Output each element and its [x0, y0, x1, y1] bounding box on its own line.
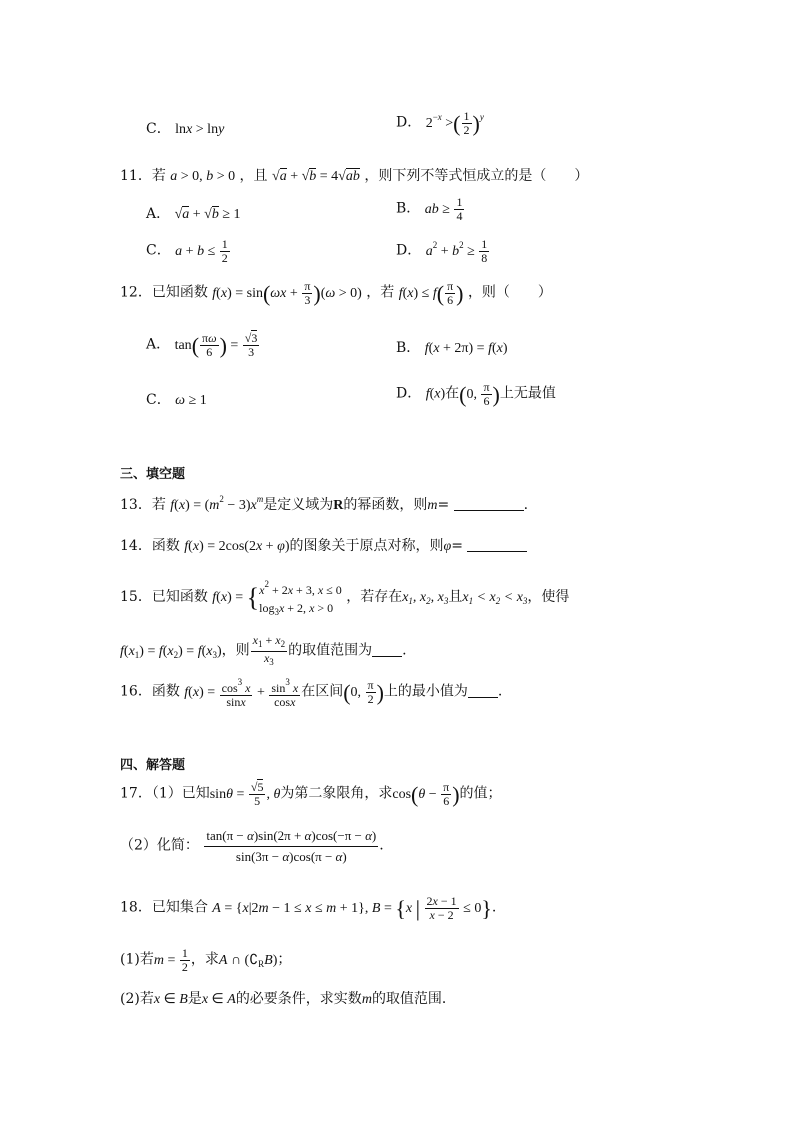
- question-text: (1)若: [120, 951, 154, 968]
- option-label: D．: [396, 385, 422, 402]
- math-equation: $f(x_1) = f(x_2) = f(x_3)$: [120, 643, 222, 660]
- option-label: D．: [396, 242, 422, 259]
- q10-option-c: [146, 118, 224, 138]
- section-title-solutions: 四、解答题: [120, 758, 186, 773]
- q17-part1: [120, 781, 502, 808]
- q14-stem: [120, 535, 527, 555]
- q11-stem: [120, 165, 588, 185]
- question-text: ，求: [190, 951, 219, 968]
- option-text: 在: [445, 385, 460, 402]
- period: .: [379, 837, 384, 854]
- math-function: f(x) = sin(ωx + $\frac{\pi}{3}$ )(ω > 0): [212, 279, 362, 307]
- math-variables: $x_1$, $x_2$, $x_3$: [402, 590, 449, 607]
- question-text: 且: [448, 589, 463, 606]
- variable-phi: φ: [443, 539, 452, 554]
- q17-part2: [120, 826, 384, 867]
- question-number: 12．已知函数: [120, 284, 208, 301]
- option-label: C．: [146, 392, 171, 408]
- option-label: A．: [146, 336, 171, 353]
- math-function: $f(x) = (m^2 - 3)x^m$: [170, 494, 264, 513]
- period: .: [523, 497, 529, 513]
- q11-option-b: [396, 196, 465, 223]
- q18-part1: [120, 947, 291, 974]
- option-label: C．: [146, 242, 171, 259]
- q11-option-a: [146, 203, 241, 223]
- q10-option-d: [396, 110, 484, 137]
- question-text: 的图象关于原点对称，则: [289, 538, 444, 554]
- question-number: 11．若: [120, 168, 166, 184]
- answer-blank[interactable]: [467, 551, 527, 552]
- variable-m: m: [361, 992, 372, 1007]
- question-number: 17．（1）已知: [120, 785, 210, 802]
- math-fraction: $\frac{\tan(\pi - \alpha)\sin(2\pi + \alpha)\cos(-\pi - \alpha)}{\sin(3\pi - \alpha)\cos(\pi - \alpha)}$: [206, 828, 377, 864]
- option-label: B．: [396, 340, 421, 356]
- math-expression: cos(θ − $\frac{\pi}{6}$ ): [392, 780, 460, 808]
- q11-option-c: [146, 238, 231, 265]
- option-text: 上无最值: [499, 385, 556, 402]
- question-text: ，则（ ）: [467, 284, 552, 301]
- question-text: ；: [277, 951, 292, 968]
- option-label: B．: [396, 200, 421, 217]
- math-expression: $2^{-x}$ >( $\frac{1}{2}$ )$^y$: [425, 109, 484, 137]
- math-expression: lnx > lny: [175, 122, 225, 137]
- math-expression: $a^2 + b^2$ ≥ $\frac{1}{8}$: [425, 237, 488, 265]
- q12-option-d: [396, 381, 556, 408]
- period: .: [497, 683, 503, 700]
- section-title-fill-in: 三、填空题: [120, 467, 186, 482]
- math-piecewise-function: f(x) = { $x^2 + 2x + 3$, x ≤ 0 $\log_3x + 2$, x > 0: [212, 579, 342, 617]
- question-number: 18．已知集合: [120, 899, 208, 916]
- question-text: ，则下列不等式恒成立的是（ ）: [364, 168, 589, 184]
- question-number: 16．函数: [120, 683, 180, 700]
- math-condition: m = $\frac{1}{2}$: [153, 946, 188, 974]
- question-text: ，则: [221, 642, 250, 659]
- question-text: ，若存在: [346, 589, 403, 606]
- math-expression: f(x): [425, 386, 446, 402]
- question-text: ，且: [239, 168, 268, 184]
- question-text: 是: [187, 991, 202, 1007]
- answer-blank[interactable]: [468, 697, 498, 698]
- math-condition: x ∈ A: [201, 992, 236, 1007]
- question-text: (2)若: [120, 991, 154, 1007]
- question-text: 的取值范围为: [288, 642, 373, 659]
- math-inequality: $x_1 < x_2 < x_3$: [462, 590, 528, 607]
- q12-option-b: [396, 337, 508, 357]
- question-number: 14．函数: [120, 538, 180, 554]
- question-text: （2）化简：: [120, 837, 199, 854]
- option-label: A．: [146, 206, 171, 222]
- q12-option-c: [146, 389, 207, 409]
- question-text: 是定义域为: [263, 497, 334, 513]
- question-text: 的取值范围．: [371, 991, 456, 1007]
- question-text: ，若: [366, 284, 395, 301]
- q15-line2: [120, 634, 407, 669]
- q18-part2: [120, 988, 456, 1008]
- math-condition: f(x) ≤ f( $\frac{\pi}{6}$ ): [398, 279, 464, 307]
- option-label: D．: [396, 114, 422, 131]
- math-fraction: $\frac{x_1 + x_2}{x_3}$: [252, 633, 286, 667]
- question-number: 13．若: [120, 497, 166, 513]
- q15-stem: [120, 575, 569, 621]
- q16-stem: [120, 676, 502, 709]
- math-expression: tan( $\frac{\pi\omega}{6}$ ) = $\frac{√3}{3}$: [174, 331, 258, 359]
- math-expression: A ∩ $(∁_RB)$: [218, 952, 278, 969]
- question-text: =: [451, 538, 463, 554]
- math-condition: sinθ = $\frac{√5}{5}$ , θ: [209, 780, 281, 808]
- q13-stem: [120, 494, 528, 514]
- math-expression: a + b ≤ $\frac{1}{2}$: [175, 237, 228, 265]
- q11-option-d: [396, 238, 490, 265]
- answer-blank[interactable]: [454, 510, 524, 511]
- question-text: 上的最小值为: [383, 683, 468, 700]
- math-function: f(x) = 2cos(2x + φ): [184, 539, 290, 554]
- math-sets: A = {x|2m − 1 ≤ x ≤ m + 1}, B = {x | $\frac{2x - 1}{x - 2}$ ≤ 0}: [212, 894, 492, 922]
- math-interval: (0, $\frac{\pi}{2}$ ): [343, 678, 384, 706]
- q12-option-a: [146, 332, 260, 359]
- math-interval: (0, $\frac{\pi}{6}$ ): [459, 380, 500, 408]
- question-text: 在区间: [301, 683, 344, 700]
- question-text: ，使得: [527, 589, 570, 606]
- math-expression: √a + √b ≥ 1: [174, 207, 241, 222]
- question-number: 15．已知函数: [120, 589, 208, 606]
- period: .: [491, 899, 497, 916]
- period: .: [402, 642, 407, 659]
- math-condition: a > 0, b > 0: [170, 169, 236, 184]
- option-label: C．: [146, 121, 171, 137]
- question-text: 的幂函数，则: [343, 497, 428, 513]
- question-text: =: [437, 497, 450, 513]
- variable-m: m: [427, 498, 438, 513]
- real-set-symbol: R: [333, 498, 344, 513]
- math-condition: x ∈ B: [153, 992, 188, 1007]
- question-text: 的必要条件，求实数: [235, 991, 362, 1007]
- q18-stem: [120, 895, 496, 922]
- q12-stem: [120, 280, 552, 307]
- math-expression: ab ≥ $\frac{1}{4}$: [424, 195, 463, 223]
- question-text: 为第二象限角，求: [280, 785, 393, 802]
- question-text: 的值；: [459, 785, 502, 802]
- math-function: f(x) = $\frac{\cos^3 x}{\sin x}$ + $\frac{\sin^3 x}{\cos x}$: [184, 677, 299, 709]
- answer-blank[interactable]: [372, 656, 402, 657]
- math-expression: ω ≥ 1: [175, 393, 207, 408]
- math-equation: √a + √b = 4√ab: [272, 169, 360, 184]
- math-expression: f(x + 2π) = f(x): [424, 341, 508, 356]
